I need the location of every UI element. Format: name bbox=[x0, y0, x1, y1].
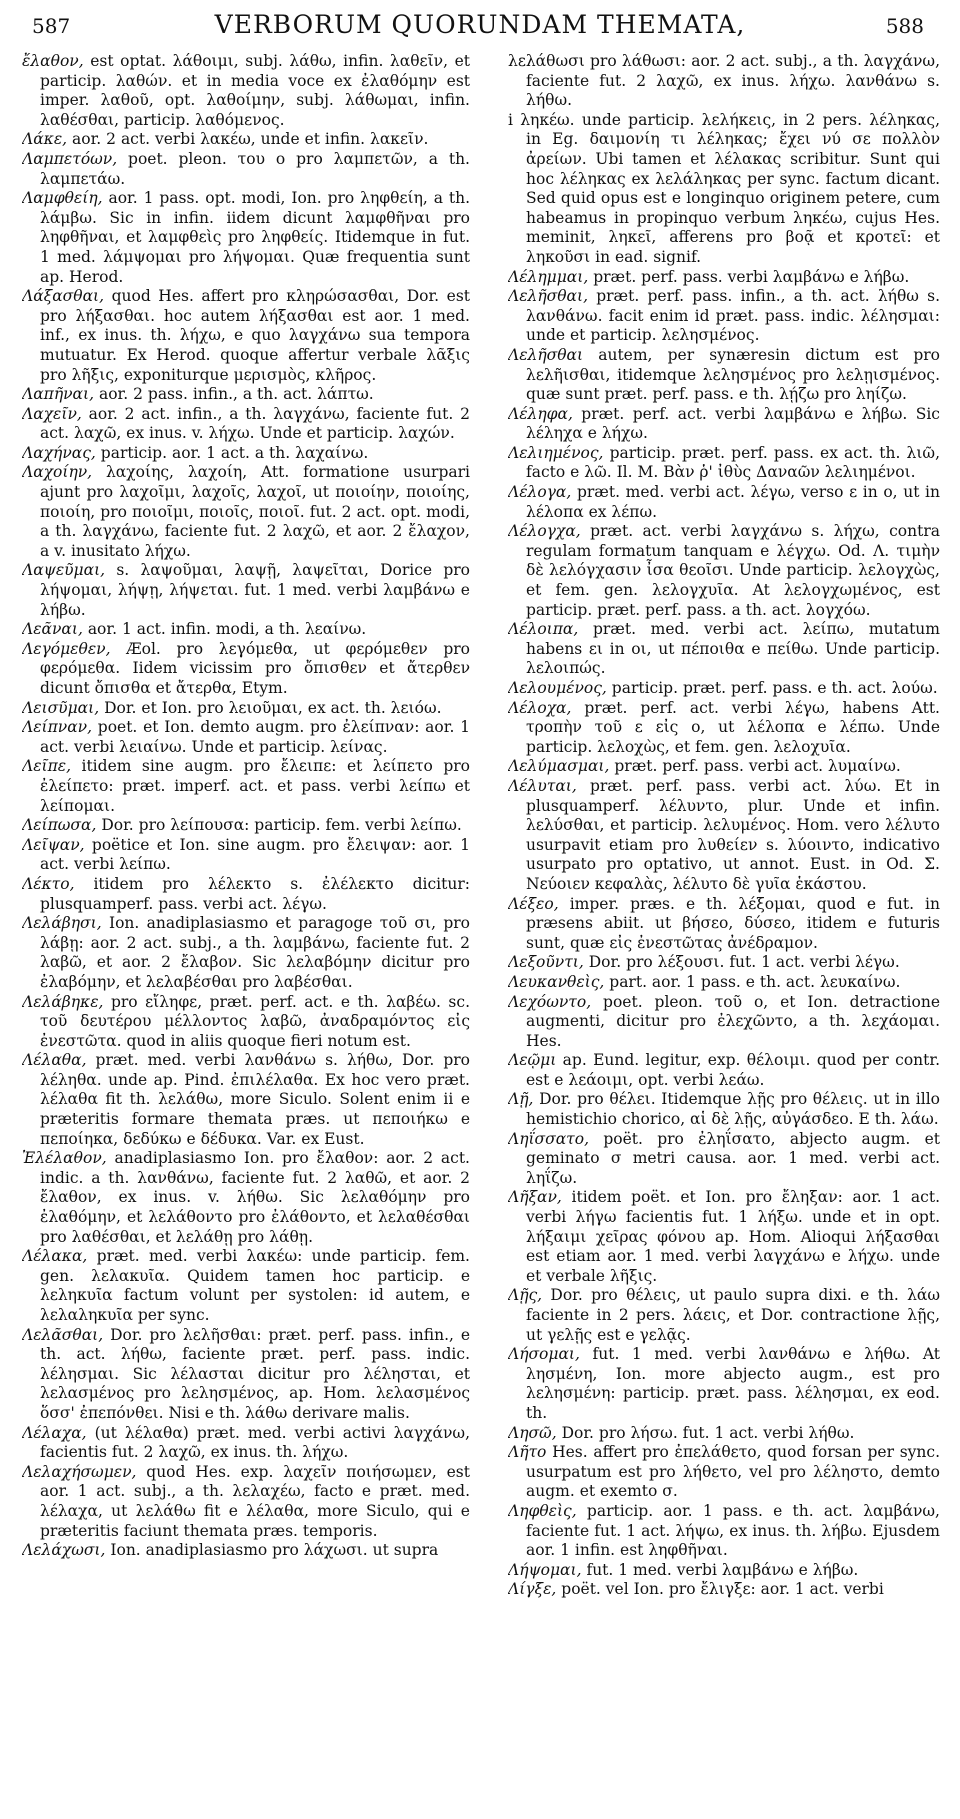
entry-headword: Λέλακα, bbox=[22, 1247, 88, 1266]
entry-headword: Λείπωσα, bbox=[22, 816, 97, 835]
entry-headword: Λήσομαι, bbox=[508, 1345, 580, 1364]
entry-definition: præt. med. verbi λακέω: unde particip. fem. gen. λελακυῖα. Quidem tamen hoc particip. e λεληκυῖα factum volunt per systolen: id autem, e λελαληκυῖα per sync. bbox=[40, 1247, 470, 1324]
dictionary-entry bbox=[508, 895, 940, 954]
entry-definition: part. aor. 1 pass. e th. act. λευκαίνω. bbox=[609, 972, 901, 991]
dictionary-entry bbox=[22, 52, 470, 130]
entry-definition: poet. pleon. τοῦ ο, et Ion. detractione augmenti, dicitur pro ἐλεχῶντο, a th. λεχάομαι. Hes. bbox=[526, 992, 940, 1050]
entry-headword: Λαχοίην, bbox=[22, 463, 93, 482]
dictionary-entry bbox=[508, 483, 940, 522]
dictionary-entry bbox=[508, 1580, 940, 1600]
dictionary-entry bbox=[508, 268, 940, 288]
entry-definition: λελάθωσι pro λάθωσι: aor. 2 act. subj., a th. λαγχάνω, faciente fut. 2 λαχῶ, ex inus. λήχω. λανθάνω s. λήθω. bbox=[508, 52, 940, 110]
dictionary-entry bbox=[22, 287, 470, 385]
entry-definition: Dor. pro λελῆσθαι: præt. perf. pass. infin., e th. act. λήθω, faciente præt. perf. pass. indic. λέλησμαι. Sic λέλασται dicitur pro λέλησται, et λελασμένος pro λελησμένος, ap. Hom. λελασμένος ὅσσ' ἐπεπόνθει. Nisi e th. λάθω derivare malis. bbox=[40, 1325, 470, 1422]
dictionary-entry bbox=[22, 1541, 470, 1561]
entry-definition: poet. pleon. του ο pro λαμπετῶν, a th. λαμπετάω. bbox=[40, 149, 470, 188]
entry-definition: poët. vel Ion. pro ἔλιγξε: aor. 1 act. verbi bbox=[561, 1580, 884, 1599]
entry-definition: quod Hes. exp. λαχεῖν ποιήσωμεν, est aor. 1 act. subj., a th. λελαχέω, facto e præt. med. λέλαχα, ut λελάθω fit e λέλαθα, more Siculo, qui e præteritis faciunt themata præs. temporis. bbox=[40, 1462, 470, 1540]
entry-headword: Λευκανθεὶς, bbox=[508, 972, 605, 991]
entry-definition: fut. 1 med. verbi λανθάνω e λήθω. At λησμένη, Ion. more abjecto augm., est pro λελησμένη: particip. præt. pass. λέλησμαι, ex eod. th. bbox=[526, 1345, 940, 1422]
entry-headword: Ληΐσσατο, bbox=[508, 1129, 590, 1148]
entry-headword: Λέλοχα, bbox=[508, 698, 572, 717]
dictionary-entry bbox=[508, 993, 940, 1052]
dictionary-entry bbox=[22, 757, 470, 816]
dictionary-entry bbox=[508, 522, 940, 620]
entry-definition: præt. perf. pass. verbi act. λυμαίνω. bbox=[614, 757, 901, 776]
dictionary-entry bbox=[22, 914, 470, 992]
dictionary-entry bbox=[22, 1424, 470, 1463]
entry-definition: præt. perf. act. verbi λαμβάνω e λήβω. Sic λέληχα e λήχω. bbox=[526, 404, 940, 443]
entry-definition: particip. præt. perf. pass. e th. act. λούω. bbox=[611, 679, 938, 697]
entry-definition: particip. aor. 1 pass. e th. act. λαμβάνω, faciente fut. 1 act. λήψω, ex inus. th. λήβω. Ejusdem aor. 1 infin. est ληφθῆναι. bbox=[526, 1501, 940, 1560]
entry-headword: Λαψεῦμαι, bbox=[22, 561, 106, 580]
entry-headword: Ληφθεὶς, bbox=[508, 1501, 577, 1520]
dictionary-entry bbox=[22, 875, 470, 914]
entry-headword: Λησῶ, bbox=[508, 1423, 557, 1442]
dictionary-entry bbox=[22, 1463, 470, 1541]
page-number-left: 587 bbox=[32, 14, 71, 38]
dictionary-entry bbox=[22, 130, 470, 150]
entry-headword: Λεῖπε, bbox=[22, 757, 72, 776]
entry-headword: Λελουμένος, bbox=[508, 679, 607, 697]
entry-definition: est optat. λάθοιμι, subj. λάθω, infin. λαθεῖν, et particip. λαθών. et in media voce ex ἐλαθόμην est imper. λαθοῦ, opt. λαθοίμην, subj. λάθωμαι, infin. λαθέσθαι, particip. λαθόμενος. bbox=[40, 52, 470, 129]
dictionary-entry bbox=[508, 444, 940, 483]
entry-definition: Dor. pro λέξουσι. fut. 1 act. verbi λέγω. bbox=[588, 953, 900, 972]
entry-headword: Λελιημένος, bbox=[508, 443, 604, 462]
entry-definition: imper. præs. e th. λέξομαι, quod e fut. in præsens abiit. ut βήσεο, δύσεο, itidem e futuris sunt, quæ εἰς ἐνεστῶτας ἀνέδραμον. bbox=[526, 894, 940, 952]
dictionary-entry bbox=[508, 287, 940, 346]
entry-headword: Λεξοῦντι, bbox=[508, 953, 584, 972]
page-header bbox=[0, 0, 960, 44]
dictionary-entry bbox=[22, 816, 470, 836]
entry-definition: præt. med. verbi act. λείπω, mutatum habens ει in οι, ut πέποιθα e πείθω. Unde particip. λελοιπώς. bbox=[526, 620, 940, 678]
entry-definition: Dor. pro θέλεις, ut paulo supra dixi. e th. λάω faciente in 2 pers. λάεις, et Dor. contractione λῇς, ut γελῇς est e γελᾷς. bbox=[526, 1286, 940, 1344]
entry-headword: Λάκε, bbox=[22, 130, 68, 149]
entry-definition: itidem poët. et Ion. pro ἔληξαν: aor. 1 act. verbi λήγω facientis fut. 1 λήξω. unde et in opt. λήξαιμι χεῖρας φόνου ap. Hom. Alioqui λήξασθαι est etiam aor. 1 med. verbi λαγχάνω e λήχω. unde et verbale λῆξις. bbox=[526, 1188, 940, 1285]
entry-definition: aor. 1 pass. opt. modi, Ion. pro ληφθείη, a th. λάμβω. Sic in infin. iidem dicunt λαμφθῆναι pro ληφθῆναι, et λαμφθεὶς pro ληφθείς. Itidemque in fut. 1 med. λάμψομαι pro λήψομαι. Quæ frequentia sunt ap. Herod. bbox=[40, 189, 470, 286]
entry-definition: pro εἴληφε, præt. perf. act. e th. λαβέω. sc. τοῦ δευτέρου μέλλοντος λαβῶ, ἀναδραμόντος εἰς ἐνεστῶτα. quod in aliis quoque fieri notum est. bbox=[40, 992, 470, 1050]
entry-definition: poet. et Ion. demto augm. pro ἐλείπναν: aor. 1 act. verbi λειαίνω. Unde et particip. λείνας. bbox=[40, 718, 470, 756]
entry-headword: Λῇς, bbox=[508, 1286, 543, 1305]
entry-definition: autem, per synæresin dictum est pro λελῆισθαι, itidemque λελησμένος pro λελῃισμένος. quæ sunt præt. perf. pass. e th. λῄζω pro ληίζω. bbox=[526, 345, 940, 404]
dictionary-entry bbox=[508, 1424, 940, 1444]
entry-headword: Λελῆσθαι bbox=[508, 345, 584, 364]
dictionary-entry bbox=[508, 1051, 940, 1090]
dictionary-entry bbox=[22, 405, 470, 444]
entry-definition: aor. 1 act. infin. modi, a th. λεαίνω. bbox=[87, 620, 367, 639]
dictionary-entry bbox=[508, 699, 940, 758]
entry-definition: Dor. pro λήσω. fut. 1 act. verbi λήθω. bbox=[561, 1423, 855, 1442]
entry-definition: præt. med. verbi act. λέγω, verso ε in ο, ut in λέλοπα ex λέπω. bbox=[526, 483, 940, 521]
entry-headword: Λέλημμαι, bbox=[508, 267, 589, 286]
entry-definition: Dor. pro λείπουσα: particip. fem. verbi λείπω. bbox=[101, 816, 462, 835]
entry-headword: Λάξασθαι, bbox=[22, 287, 105, 306]
entry-headword: Λέλαθα, bbox=[22, 1051, 87, 1070]
dictionary-entry bbox=[508, 346, 940, 405]
entry-headword: Λέλυται, bbox=[508, 776, 577, 795]
dictionary-entry bbox=[508, 1443, 940, 1502]
entry-headword: Λέλαχα, bbox=[22, 1423, 87, 1442]
dictionary-entry bbox=[508, 1561, 940, 1581]
entry-headword: Λαχεῖν, bbox=[22, 404, 82, 423]
entry-definition: præt. act. verbi λαγχάνω s. λήχω, contra regulam formatum tanquam e λέγχω. Od. Λ. τιμὴν δὲ λελόγχασιν ἶσα θεοῖσι. Unde particip. λελογχὼς, et fem. gen. λελογχυῖα. At λελογχωμένος, est particip. præt. perf. pass. a th. act. λογχόω. bbox=[526, 522, 940, 619]
entry-definition: præt. med. verbi λανθάνω s. λήθω, Dor. pro λέληθα. unde ap. Pind. ἐπιλέλαθα. Ex hoc vero præt. λέλαθα fit th. λελάθω, more Siculo. Solent enim ii e præteritis formare themata præs. ut πεποιήκω e πεποίηκα, δεδύκω e δέδυκα. Var. ex Eust. bbox=[40, 1051, 470, 1148]
dictionary-entry bbox=[22, 699, 470, 719]
entry-definition: Ion. anadiplasiasmo pro λάχωσι. ut supra bbox=[110, 1541, 439, 1560]
entry-headword: Λελύμασμαι, bbox=[508, 757, 610, 776]
dictionary-entry bbox=[508, 111, 940, 268]
dictionary-entry bbox=[22, 718, 470, 757]
dictionary-entry bbox=[508, 1188, 940, 1286]
dictionary-entry bbox=[508, 953, 940, 973]
left-column bbox=[22, 52, 470, 1812]
dictionary-entry bbox=[22, 561, 470, 620]
entry-definition: aor. 2 act. verbi λακέω, unde et infin. λακεῖν. bbox=[72, 130, 429, 149]
dictionary-entry bbox=[22, 993, 470, 1052]
entry-headword: Λεγόμεθεν, bbox=[22, 639, 111, 658]
entry-headword: Λελαχήσωμεν, bbox=[22, 1462, 137, 1481]
entry-headword: Λέλογχα, bbox=[508, 522, 581, 541]
entry-headword: Λαπῆναι, bbox=[22, 385, 95, 404]
entry-headword: Λέληφα, bbox=[508, 404, 573, 423]
entry-headword: Λελάβηκε, bbox=[22, 992, 104, 1011]
entry-definition: præt. perf. act. verbi λέγω, habens Att. τροπὴν τοῦ ε εἰς ο, ut λέλοπα e λέπω. Unde particip. λελοχὼς, et fem. gen. λελοχυῖα. bbox=[526, 698, 940, 756]
dictionary-entry bbox=[508, 1286, 940, 1345]
dictionary-entry bbox=[508, 679, 940, 699]
entry-definition: Dor. pro θέλει. Itidemque λῇς pro θέλεις. ut in illo hemistichio chorico, αἱ δὲ λῇς, αὐγάσδεο. E th. λάω. bbox=[526, 1090, 940, 1129]
dictionary-entry bbox=[22, 444, 470, 464]
entry-headword: Λέλογα, bbox=[508, 483, 572, 502]
entry-headword: Λέλοιπα, bbox=[508, 620, 579, 639]
dictionary-entry bbox=[508, 1502, 940, 1561]
entry-definition: itidem pro λέλεκτο s. ἐλέλεκτο dicitur: plusquamperf. pass. verbi act. λέγω. bbox=[40, 874, 470, 913]
entry-headword: Λαμφθείη, bbox=[22, 189, 103, 208]
entry-definition: Hes. affert pro ἐπελάθετο, quod forsan per sync. usurpatum est pro λήθετο, vel pro λέληστο, demto augm. et exemto σ. bbox=[526, 1443, 940, 1501]
entry-definition: s. λαψοῦμαι, λαψῇ, λαψεῖται, Dorice pro λήψομαι, λήψῃ, λήψεται. fut. 1 med. verbi λαμβάνω e λήβω. bbox=[40, 561, 470, 619]
entry-definition: fut. 1 med. verbi λαμβάνω e λήβω. bbox=[586, 1560, 859, 1579]
entry-definition: præt. perf. pass. verbi λαμβάνω e λήβω. bbox=[593, 267, 910, 286]
entry-headword: Λέξεο, bbox=[508, 894, 559, 913]
entry-definition: præt. perf. pass. infin., a th. act. λήθω s. λανθάνω. facit enim id præt. pass. indic. λέλησμαι: unde et particip. λελησμένος. bbox=[526, 287, 940, 345]
entry-headword: Λελᾶσθαι, bbox=[22, 1325, 104, 1344]
dictionary-entry bbox=[508, 620, 940, 679]
entry-headword: Λεισῦμαι, bbox=[22, 698, 100, 717]
entry-headword: Λελάβησι, bbox=[22, 914, 102, 933]
entry-headword: Λῇ, bbox=[508, 1090, 534, 1109]
entry-definition: itidem sine augm. pro ἔλειπε: et λείπετο pro ἐλείπετο: præt. imperf. act. et pass. verbi λείπω et λείπομαι. bbox=[40, 757, 470, 815]
page-number-right: 588 bbox=[885, 14, 924, 38]
entry-headword: Λελῆσθαι, bbox=[508, 287, 589, 306]
entry-headword: Λεᾶναι, bbox=[22, 620, 83, 639]
entry-definition: particip. aor. 1 act. a th. λαχαίνω. bbox=[100, 443, 369, 462]
dictionary-entry bbox=[22, 385, 470, 405]
entry-definition: Ion. anadiplasiasmo et paragoge τοῦ σι, pro λάβῃ: aor. 2 act. subj., a th. λαμβάνω, faciente fut. 2 λαβῶ, et aor. 2 ἔλαβον. Sic λελαβόμην dicitur pro ἐλαβόμην, et λελαβέσθαι pro λαβέσθαι. bbox=[40, 914, 470, 991]
entry-definition: Dor. et Ion. pro λειοῦμαι, ex act. th. λειόω. bbox=[104, 698, 442, 717]
entry-definition: λαχοίης, λαχοίη, Att. formatione usurpari ajunt pro λαχοῖμι, λαχοῖς, λαχοῖ, ut ποιοίην, ποιοίης, ποιοίη, pro ποιοῖμι, ποιοῖς, ποιοῖ. fut. 2 act. opt. modi, a th. λαγχάνω, faciente fut. 2 λαχῶ, et aor. 2 ἔλαχον, a v. inusitato λήχω. bbox=[40, 463, 470, 560]
entry-definition: anadiplasiasmo Ion. pro ἔλαθον: aor. 2 act. indic. a th. λανθάνω, faciente fut. 2 λαθῶ, et aor. 2 ἔλαθον, ex inus. v. λήθω. Sic λελαθόμην pro ἐλαθόμην, et λελάθοντο pro ἐλάθοντο, et λελαθέσθαι pro λαθέσθαι, et λελάθῃ pro λάθῃ. bbox=[40, 1149, 470, 1246]
dictionary-entry bbox=[22, 1051, 470, 1149]
entry-definition: aor. 2 pass. infin., a th. act. λάπτω. bbox=[98, 385, 374, 404]
dictionary-entry bbox=[22, 620, 470, 640]
entry-definition: particip. præt. perf. pass. ex act. th. λιῶ, facto e λῶ. Il. M. Βὰν ῥ' ἰθὺς Δαναῶν λελιημένοι. bbox=[526, 443, 940, 482]
dictionary-entry bbox=[22, 640, 470, 699]
entry-headword: Λαμπετόων, bbox=[22, 149, 118, 168]
dictionary-entry bbox=[508, 52, 940, 111]
entry-definition: poët. pro ἐληΐσατο, abjecto augm. et geminato σ metri causa. aor. 1 med. verbi act. ληΐζω. bbox=[526, 1129, 940, 1187]
dictionary-entry bbox=[22, 189, 470, 287]
dictionary-entry bbox=[22, 1247, 470, 1325]
dictionary-entry bbox=[508, 405, 940, 444]
dictionary-entry bbox=[22, 463, 470, 561]
entry-headword: Ἐλέλαθον, bbox=[22, 1149, 107, 1168]
column-divider bbox=[488, 56, 489, 1796]
entry-headword: Λαχήνας, bbox=[22, 443, 96, 462]
entry-headword: Λήψομαι, bbox=[508, 1560, 582, 1579]
entry-headword: Λείπναν, bbox=[22, 718, 93, 737]
entry-headword: Λεχόωντο, bbox=[508, 992, 592, 1011]
dictionary-entry bbox=[508, 757, 940, 777]
entry-headword: Λεῷμι bbox=[508, 1051, 557, 1070]
dictionary-entry bbox=[508, 1090, 940, 1129]
entry-headword: Λῆτο bbox=[508, 1443, 547, 1462]
entry-headword: Λῆξαν, bbox=[508, 1188, 562, 1207]
entry-headword: Λελάχωσι, bbox=[22, 1541, 106, 1560]
entry-definition: poëtice et Ion. sine augm. pro ἔλειψαν: aor. 1 act. verbi λείπω. bbox=[40, 835, 470, 874]
entry-headword: Λεῖψαν, bbox=[22, 835, 85, 854]
entry-definition: aor. 2 act. infin., a th. λαγχάνω, faciente fut. 2 act. λαχῶ, ex inus. v. λήχω. Unde et particip. λαχών. bbox=[40, 404, 470, 443]
dictionary-entry bbox=[508, 1130, 940, 1189]
dictionary-entry bbox=[508, 777, 940, 895]
entry-definition: Æol. pro λεγόμεθα, ut φερόμεθεν pro φερόμεθα. Iidem vicissim pro ὄπισθεν et ἄτερθεν dicunt ὄπισθα et ἄτερθα, Etym. bbox=[40, 639, 470, 697]
entry-definition: quod Hes. affert pro κληρώσασθαι, Dor. est pro λήξασθαι. hoc autem λήξασθαι est aor. 1 med. inf., ex inus. th. λήχω, e quo λαγχάνω sua tempora mutuatur. Ex Herod. quoque affertur verbale λᾶξις pro λῆξις, exponiturque μερισμὸς, κλῆρος. bbox=[40, 287, 470, 384]
dictionary-entry bbox=[22, 836, 470, 875]
entry-headword: ἔλαθον, bbox=[22, 52, 84, 70]
entry-definition: ap. Eund. legitur, exp. θέλοιμι. quod per contr. est e λεάοιμι, opt. verbi λεάω. bbox=[526, 1051, 940, 1089]
entry-definition: præt. perf. pass. verbi act. λύω. Et in plusquamperf. λέλυντο, plur. Unde et infin. λελύσθαι, et particip. λελυμένος. Hom. vero λέλυτο usurpavit etiam pro λυθείεν s. λύοιντο, indicativo usurpato pro optativo, ut annot. Eust. in Od. Σ. Νεύοιεν κεφαλὰς, λέλυτο δὲ γυῖα ἑκάστου. bbox=[526, 776, 940, 893]
dictionary-entry bbox=[22, 150, 470, 189]
entry-definition: (ut λέλαθα) præt. med. verbi activi λαγχάνω, facientis fut. 2 λαχῶ, ex inus. th. λήχω. bbox=[40, 1423, 470, 1462]
dictionary-entry bbox=[508, 1345, 940, 1423]
entry-definition: i ληκέω. unde particip. λελήκεις, in 2 pers. λέληκας, in Eg. δαιμονίη τι λέληκας; ἔχει νύ σε πολλὸν ἀρείων. Ubi tamen et λέλακας scribitur. Sunt qui hoc λέληκας ex λελάληκας per sync. factum dicant. Sed quid opus est e longinquo originem petere, cum habeamus in propinquo verbum ληκέω, cujus Hes. meminit, ληκεῖ, afferens pro βοᾷ et κροτεῖ: et ληκοῦσι in ead. signif. bbox=[508, 110, 940, 266]
running-title: VERBORUM QUORUNDAM THEMATA, bbox=[214, 10, 746, 39]
dictionary-entry bbox=[22, 1149, 470, 1247]
entry-headword: Λίγξε, bbox=[508, 1580, 557, 1599]
right-column bbox=[508, 52, 940, 1812]
entry-headword: Λέκτο, bbox=[22, 874, 75, 893]
dictionary-entry bbox=[22, 1326, 470, 1424]
dictionary-entry bbox=[508, 973, 940, 993]
